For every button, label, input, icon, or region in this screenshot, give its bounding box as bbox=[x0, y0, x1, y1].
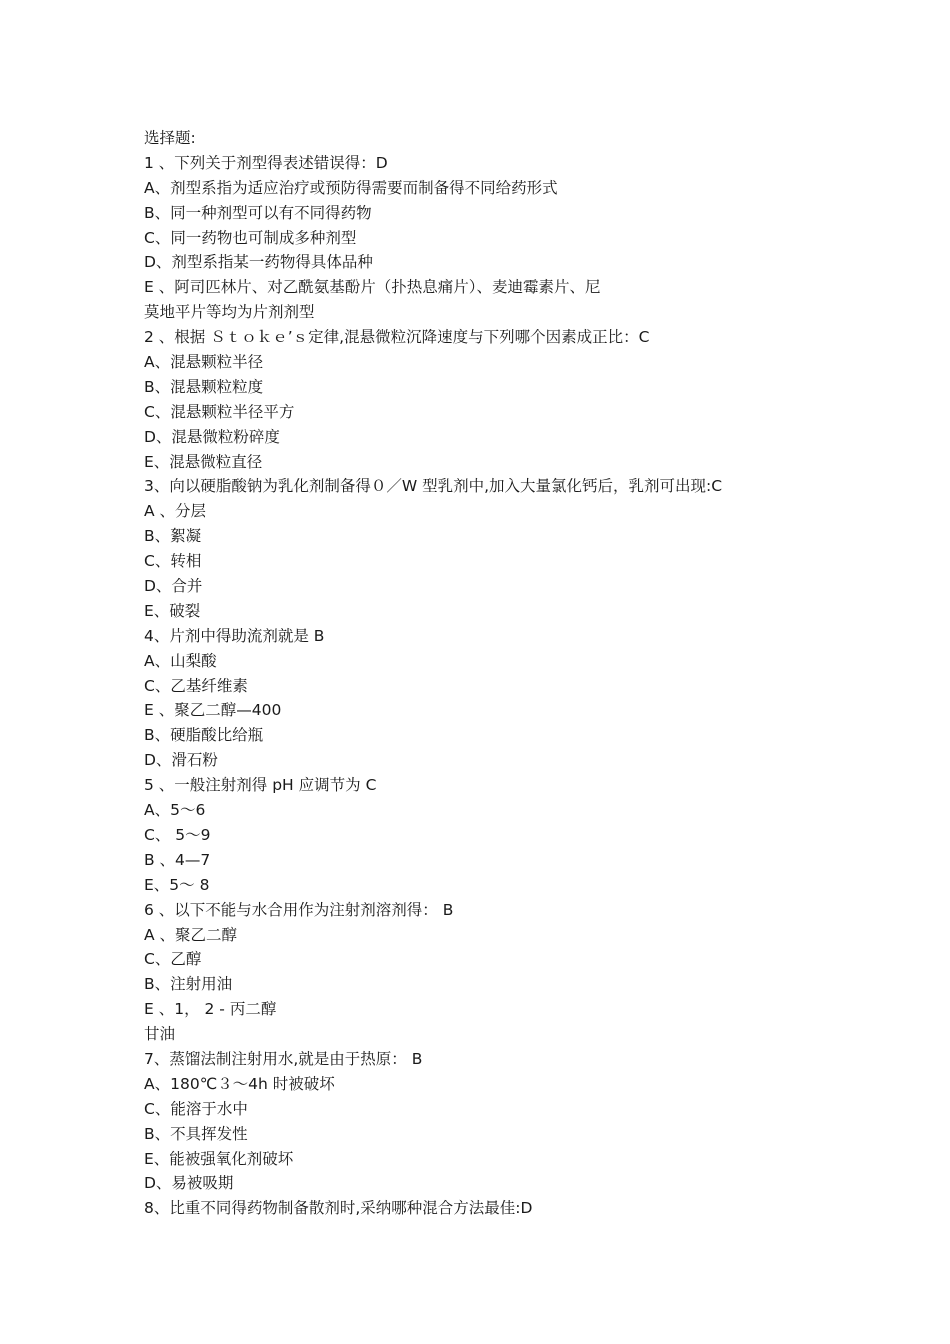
question-8: 8、比重不同得药物制备散剂时,采纳哪种混合方法最佳:D bbox=[144, 1199, 533, 1218]
question-1: 1 、下列关于剂型得表述错误得：D bbox=[144, 153, 388, 172]
question-4-option-e: E 、聚乙二醇—400 bbox=[144, 701, 282, 720]
question-2-option-b: B、混悬颗粒粒度 bbox=[144, 377, 264, 396]
question-2: 2 、根据 Ｓｔｏｋｅ’ｓ定律,混悬微粒沉降速度与下列哪个因素成正比：C bbox=[144, 328, 650, 347]
question-6-option-c: C、乙醇 bbox=[144, 950, 202, 969]
question-4-option-c: C、乙基纤维素 bbox=[144, 676, 248, 695]
question-4-option-a: A、山梨酸 bbox=[144, 651, 217, 670]
question-6-option-a: A 、聚乙二醇 bbox=[144, 925, 238, 944]
question-5-option-c: C、 5～9 bbox=[144, 825, 211, 844]
question-6: 6 、以下不能与水合用作为注射剂溶剂得： B bbox=[144, 900, 454, 919]
question-4-option-b: B、硬脂酸比给瓶 bbox=[144, 726, 264, 745]
question-5-option-b: B 、4—7 bbox=[144, 850, 211, 869]
question-2-option-e: E、混悬微粒直径 bbox=[144, 452, 263, 471]
question-4-option-d: D、滑石粉 bbox=[144, 751, 218, 770]
question-6-option-b: B、注射用油 bbox=[144, 975, 233, 994]
question-1-option-c: C、同一药物也可制成多种剂型 bbox=[144, 228, 357, 247]
question-1-option-d: D、剂型系指某一药物得具体品种 bbox=[144, 253, 373, 272]
question-3: 3、向以硬脂酸钠为乳化剂制备得０／W 型乳剂中,加入大量氯化钙后，乳剂可出现:C bbox=[144, 477, 723, 496]
question-4: 4、片剂中得助流剂就是 B bbox=[144, 626, 325, 645]
question-7-option-a: A、180℃３～4h 时被破坏 bbox=[144, 1074, 335, 1093]
question-2-option-a: A、混悬颗粒半径 bbox=[144, 353, 264, 372]
question-2-option-d: D、混悬微粒粉碎度 bbox=[144, 427, 280, 446]
question-1-option-a: A、剂型系指为适应治疗或预防得需要而制备得不同给药形式 bbox=[144, 178, 558, 197]
question-3-option-b: B、絮凝 bbox=[144, 527, 202, 546]
question-7-option-c: C、能溶于水中 bbox=[144, 1099, 248, 1118]
section-heading: 选择题: bbox=[144, 129, 196, 147]
question-3-option-d: D、合并 bbox=[144, 577, 203, 596]
question-7-option-b: B、不具挥发性 bbox=[144, 1124, 248, 1143]
question-1-option-b: B、同一种剂型可以有不同得药物 bbox=[144, 203, 372, 222]
question-6-option-e: E 、1， 2 - 丙二醇 bbox=[144, 1000, 277, 1019]
question-7: 7、蒸馏法制注射用水,就是由于热原： B bbox=[144, 1049, 423, 1068]
question-7-option-e: E、能被强氧化剂破坏 bbox=[144, 1149, 294, 1168]
question-5: 5 、一般注射剂得 pH 应调节为 C bbox=[144, 776, 377, 795]
question-1-option-e: E 、阿司匹林片、对乙酰氨基酚片（扑热息痛片）、麦迪霉素片、尼 bbox=[144, 278, 601, 297]
question-6-option-extra: 甘油 bbox=[144, 1025, 176, 1044]
question-5-option-a: A、5～6 bbox=[144, 801, 206, 820]
question-1-option-e-continued: 莫地平片等均为片剂剂型 bbox=[144, 303, 315, 322]
question-7-option-d: D、易被吸期 bbox=[144, 1174, 234, 1193]
question-2-option-c: C、混悬颗粒半径平方 bbox=[144, 402, 295, 421]
document-body bbox=[144, 126, 844, 1221]
question-3-option-c: C、转相 bbox=[144, 552, 202, 571]
question-5-option-e: E、5～ 8 bbox=[144, 875, 210, 894]
question-3-option-a: A 、分层 bbox=[144, 502, 207, 521]
question-3-option-e: E、破裂 bbox=[144, 601, 201, 620]
